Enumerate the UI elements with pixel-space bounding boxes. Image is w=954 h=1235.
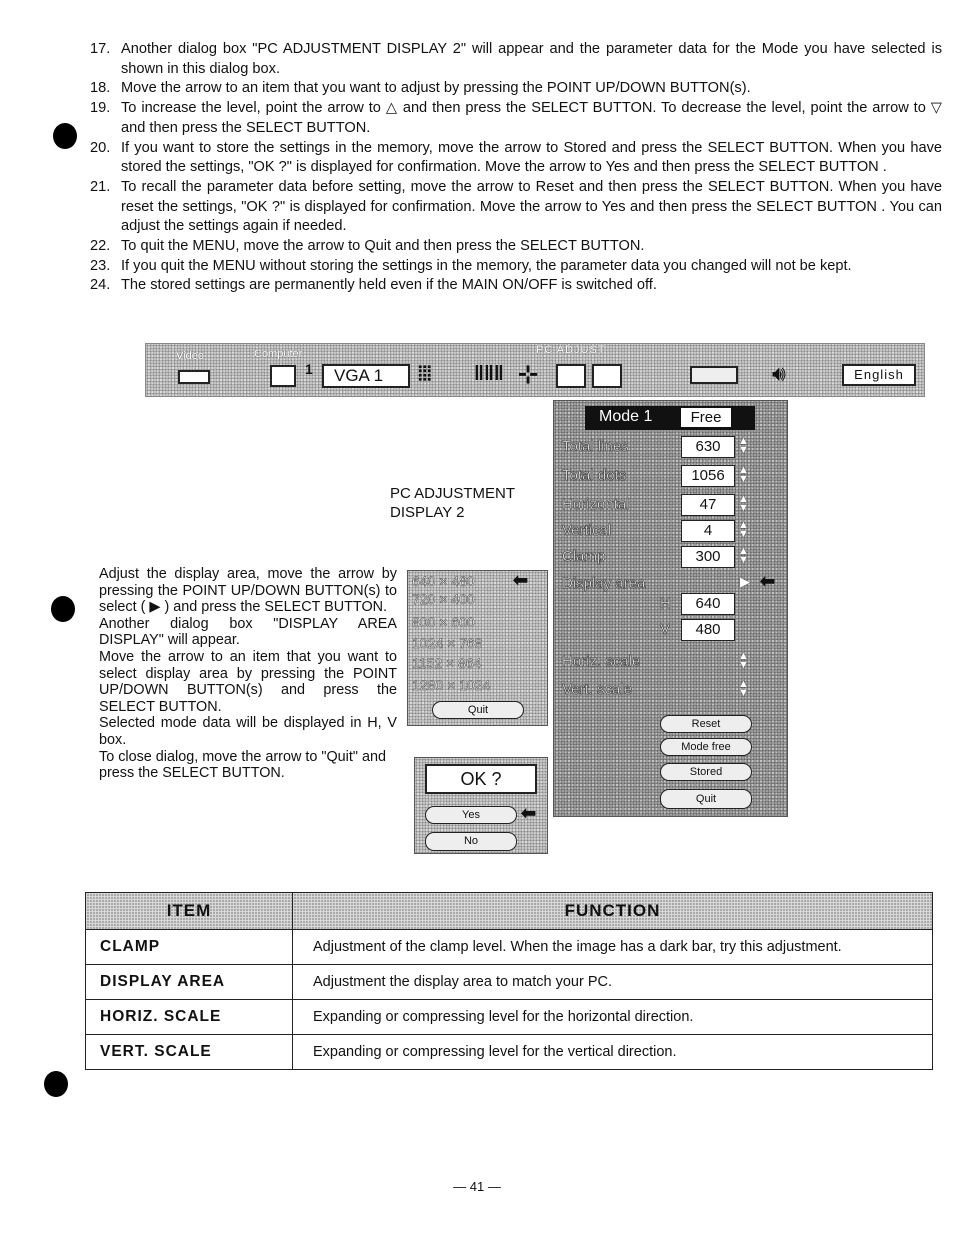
step: 21. To recall the parameter data before setting, move the arrow to Reset and then press the SELECT BUTTON. When you have reset the settings, "OK ?" is displayed for confirmation. Move the arrow to Yes and then press the SELECT BUTTON . You can adjust the settings again if needed. — [90, 178, 942, 235]
quit-button[interactable]: Quit — [660, 789, 752, 809]
tab-video[interactable]: Video — [176, 350, 204, 362]
input-number: 1 — [305, 361, 313, 377]
pointer-arrow-icon: ⬅ — [513, 570, 529, 590]
up-down-icon[interactable]: ▲ ▼ — [738, 650, 749, 671]
function-table — [85, 892, 933, 1070]
row-horizontal[interactable]: Horizontal 47 ▲ ▼ — [562, 493, 749, 514]
row-horiz-scale[interactable]: Horiz. scale ▲ ▼ — [562, 650, 749, 671]
step: 20. If you want to store the settings in the memory, move the arrow to Stored and press the SELECT BUTTON. When you have stored the settings, "OK ?" is displayed for confirmation. Move the arrow to Yes and then press the SELECT BUTTON . — [90, 139, 942, 176]
up-down-icon[interactable]: ▲ ▼ — [738, 678, 749, 699]
stored-button[interactable]: Stored — [660, 763, 752, 781]
up-down-icon[interactable]: ▲ ▼ — [738, 493, 749, 514]
resolution-item[interactable]: 720 × 400 — [412, 591, 475, 607]
pc-adjustment-title: PC ADJUSTMENT DISPLAY 2 — [390, 485, 516, 521]
resolution-item[interactable]: 640 × 480 — [412, 573, 475, 589]
osd-menu-bar — [145, 343, 925, 397]
row-vertical[interactable]: Vertical 4 ▲ ▼ — [562, 519, 749, 540]
table-row: DISPLAY AREA Adjustment the display area to match your PC. — [86, 965, 933, 1000]
no-button[interactable]: No — [425, 832, 517, 851]
pointer-arrow-icon: ⬅ — [521, 803, 537, 823]
video-icon[interactable] — [178, 370, 210, 384]
binder-hole — [51, 596, 75, 622]
fine-sync-icon[interactable]: ǁǁǁ — [474, 363, 504, 385]
resolution-item[interactable]: 1280 × 1024 — [412, 677, 491, 693]
header-function: FUNCTION — [293, 893, 933, 930]
binder-hole — [44, 1071, 68, 1097]
up-down-icon[interactable]: ▲ ▼ — [738, 545, 749, 566]
table-header — [86, 893, 933, 930]
table-row: HORIZ. SCALE Expanding or compressing level for the horizontal direction. — [86, 1000, 933, 1035]
tab-computer[interactable]: Computer — [254, 348, 303, 360]
display-area-list — [407, 570, 548, 726]
reset-button[interactable]: Reset — [660, 715, 752, 733]
position-icon[interactable]: ⊹ — [518, 361, 539, 388]
table-row: VERT. SCALE Expanding or compressing level for the vertical direction. — [86, 1035, 933, 1070]
display-area-description: Adjust the display area, move the arrow by pressing the POINT UP/DOWN BUTTON(s) to select ( ▶ ) and press the SELECT BUTTON. Another dialog box "DISPLAY AREA DISPLAY" will appear. Move the arrow to an item that you want to select display area by pressing the POINT UP/DOWN BUTTON(s) and press the SELECT BUTTON. Selected mode data will be displayed in H, V box. To close dialog, move the arrow to "Quit" and press the SELECT BUTTON. — [99, 566, 397, 782]
up-down-icon[interactable]: ▲ ▼ — [738, 435, 749, 456]
table-row: CLAMP Adjustment of the clamp level. When the image has a dark bar, try this adjustment. — [86, 930, 933, 965]
image-adjust-icon[interactable] — [690, 366, 738, 384]
instruction-steps — [90, 40, 942, 296]
up-down-icon[interactable]: ▲ ▼ — [738, 464, 749, 485]
mode-name-box[interactable]: VGA 1 — [322, 364, 410, 388]
resolution-item[interactable]: 800 × 600 — [412, 614, 475, 630]
pointer-arrow-icon: ⬅ — [760, 571, 776, 591]
row-h: H 640 — [556, 591, 785, 617]
page-number: — 41 — — [453, 1179, 501, 1194]
step: 18. Move the arrow to an item that you want to adjust by pressing the POINT UP/DOWN BUTTON(s). — [90, 80, 751, 97]
pc-adjust-icon[interactable] — [556, 364, 586, 388]
list-quit-button[interactable]: Quit — [432, 701, 524, 719]
mode-free-button[interactable]: Mode free — [660, 738, 752, 756]
sound-icon[interactable]: 🔊︎ — [772, 361, 786, 386]
ok-title: OK ? — [425, 764, 537, 794]
computer-icon[interactable] — [270, 365, 296, 387]
total-dots-icon[interactable]: ⦙⦙⦙ — [418, 363, 432, 385]
select-arrow-icon: ▶ — [740, 574, 750, 589]
row-display-area[interactable]: Display area ▶ ⬅ — [562, 571, 776, 592]
mode-label: Mode 1 — [599, 408, 653, 425]
resolution-item[interactable]: 1152 × 864 — [412, 655, 482, 671]
row-clamp[interactable]: Clamp 300 ▲ ▼ — [562, 545, 749, 566]
ok-confirm-dialog — [414, 757, 548, 854]
header-item: ITEM — [86, 893, 293, 930]
step: 24. The stored settings are permanently held even if the MAIN ON/OFF is switched off. — [90, 277, 657, 294]
step: 23. If you quit the MENU without storing the settings in the memory, the parameter data you changed will not be kept. — [90, 257, 852, 274]
step: 19. To increase the level, point the arrow to △ and then press the SELECT BUTTON. To decrease the level, point the arrow to ▽ and then press the SELECT BUTTON. — [90, 100, 942, 136]
row-total-lines[interactable]: Total lines 630 ▲ ▼ — [562, 435, 749, 456]
binder-hole — [53, 123, 77, 149]
yes-button[interactable]: Yes — [425, 806, 517, 824]
mode-header — [585, 406, 755, 430]
row-v: V 480 — [556, 617, 785, 643]
mode-value: Free — [681, 408, 731, 427]
up-down-icon[interactable]: ▲ ▼ — [738, 519, 749, 540]
step: 17. Another dialog box "PC ADJUSTMENT DISPLAY 2" will appear and the parameter data for the Mode you have selected is shown in this dialog box. — [90, 41, 942, 77]
row-total-dots[interactable]: Total dots 1056 ▲ ▼ — [562, 464, 749, 485]
step: 22. To quit the MENU, move the arrow to Quit and then press the SELECT BUTTON. — [90, 238, 645, 255]
pc-adjustment-panel — [553, 400, 788, 817]
resolution-item[interactable]: 1024 × 768 — [412, 635, 483, 651]
row-vert-scale[interactable]: Vert. scale ▲ ▼ — [562, 678, 749, 699]
language-box[interactable]: English — [842, 364, 916, 386]
menu-header: PC ADJUST — [536, 344, 606, 356]
screen-icon[interactable] — [592, 364, 622, 388]
